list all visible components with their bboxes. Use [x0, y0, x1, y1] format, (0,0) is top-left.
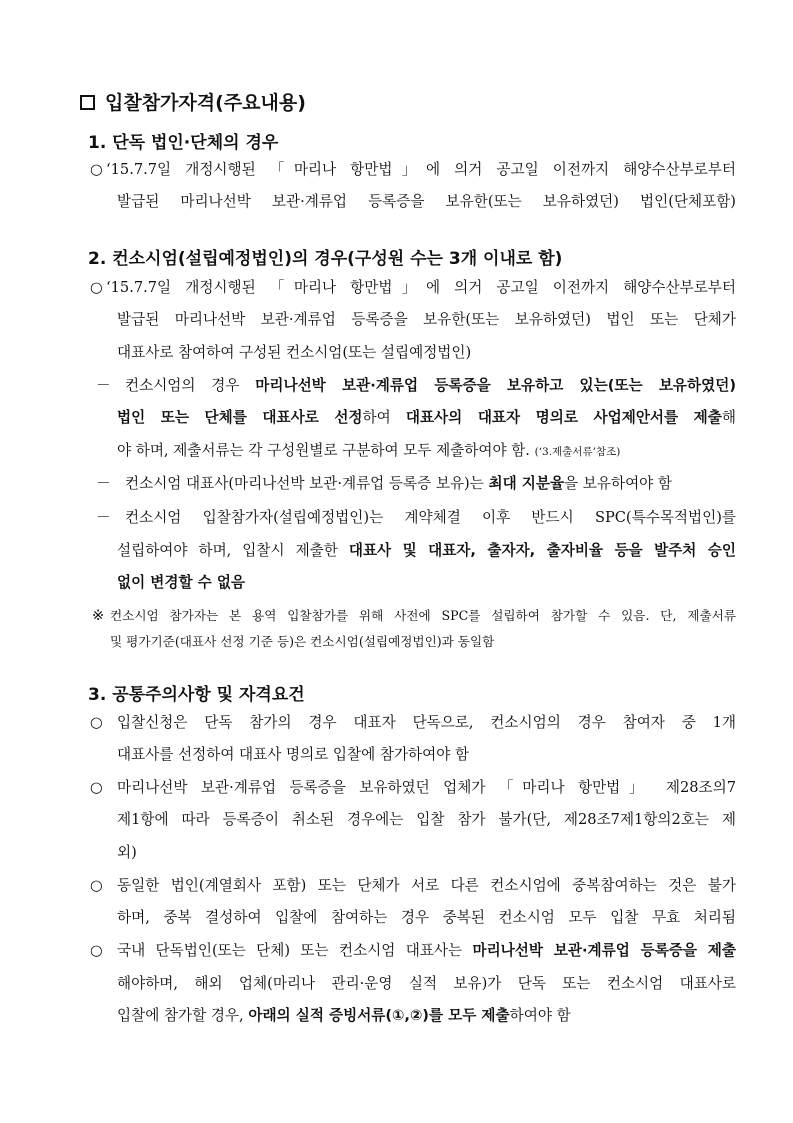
- section-3-bullet-1-line-2: 대표사를 선정하여 대표사 명의로 입찰에 참가하여야 함: [117, 746, 470, 763]
- section-2-line-3: 대표사로 참여하여 구성된 컨소시엄(또는 설립예정법인): [117, 344, 472, 361]
- section-3-bullet-2-line-3: 외): [117, 844, 137, 861]
- section-3-bullet-4-line-1: 국내 단독법인(또는 단체) 또는 컨소시엄 대표사는 마리나선박 보관·계류업 등록증을 제출: [117, 942, 736, 959]
- dash-bullet: －: [96, 475, 111, 492]
- section-3-bullet-2-line-2: 제1항에 따라 등록증이 취소된 경우에는 입찰 참가 불가(단, 제28조7제1항의2호는 제: [117, 811, 736, 828]
- bullet-circle-icon: ○: [90, 714, 103, 731]
- section-2-dash-1-line-3: 야 하며, 제출서류는 각 구성원별로 구분하여 모두 제출하여야 함. (‘3.제출서류’참조): [117, 442, 621, 459]
- section-2-heading: 2. 컨소시엄(설립예정법인)의 경우(구성원 수는 3개 이내로 함): [88, 249, 563, 269]
- checkbox-square-icon: [80, 95, 95, 110]
- section-2-line-2: 발급된 마리나선박 보관·계류업 등록증을 보유한(또는 보유하였던) 법인 또는 단체가: [117, 311, 736, 328]
- section-3-bullet-4-line-3: 입찰에 참가할 경우, 아래의 실적 증빙서류(①,②)를 모두 제출하여야 함: [117, 1007, 571, 1024]
- section-3-bullet-2-line-1: 마리나선박 보관·계류업 등록증을 보유하였던 업체가 「마리나 항만법」 제28조의7: [117, 779, 736, 796]
- bullet-circle-icon: ○: [90, 779, 103, 796]
- bullet-circle-icon: ○: [90, 942, 103, 959]
- dash-bullet: －: [96, 509, 111, 526]
- note-mark: ※: [92, 607, 105, 624]
- section-2-dash-3-line-2: 설립하여야 하며, 입찰시 제출한 대표사 및 대표자, 출자자, 출자비율 등을 발주처 승인: [117, 542, 736, 559]
- section-2-dash-3-line-3: 없이 변경할 수 없음: [117, 574, 246, 591]
- section-3-bullet-3-line-2: 하며, 중복 결성하여 입찰에 참여하는 경우 중복된 컨소시엄 모두 입찰 무효 처리됨: [117, 909, 736, 926]
- section-2-dash-3-line-1: 컨소시엄 입찰참가자(설립예정법인)는 계약체결 이후 반드시 SPC(특수목적법인)를: [125, 509, 736, 526]
- section-1-heading: 1. 단독 법인·단체의 경우: [88, 133, 279, 153]
- section-2-dash-1-line-1: 컨소시엄의 경우 마리나선박 보관·계류업 등록증을 보유하고 있는(또는 보유하였던): [125, 377, 736, 394]
- section-3-bullet-4-line-2: 해야하며, 해외 업체(마리나 관리·운영 실적 보유)가 단독 또는 컨소시엄 대표사로: [117, 975, 736, 992]
- document-title: 입찰참가자격(주요내용): [80, 88, 306, 115]
- section-2-line-1: ‘15.7.7일 개정시행된 「마리나 항만법」에 의거 공고일 이전까지 해양수산부로부터: [106, 279, 736, 296]
- bullet-circle-icon: ○: [90, 279, 103, 296]
- section-2-note-line-1: 컨소시엄 참가자는 본 용역 입찰참가를 위해 사전에 SPC를 설립하여 참가할 수 있음. 단, 제출서류: [110, 608, 736, 623]
- section-3-bullet-3-line-1: 동일한 법인(계열회사 포함) 또는 단체가 서로 다른 컨소시엄에 중복참여하는 것은 불가: [117, 877, 736, 894]
- bullet-circle-icon: ○: [90, 877, 103, 894]
- section-1-line-1: ‘15.7.7일 개정시행된 「마리나 항만법」에 의거 공고일 이전까지 해양수산부로부터: [106, 161, 736, 178]
- section-2-note-line-2: 및 평가기준(대표사 선정 기준 등)은 컨소시엄(설립예정법인)과 동일함: [110, 634, 495, 649]
- section-1-line-2: 발급된 마리나선박 보관·계류업 등록증을 보유한(또는 보유하였던) 법인(단체포함): [117, 193, 736, 210]
- section-3-bullet-1-line-1: 입찰신청은 단독 참가의 경우 대표자 단독으로, 컨소시엄의 경우 참여자 중 1개: [117, 714, 736, 731]
- section-2-dash-1-line-2: 법인 또는 단체를 대표사로 선정하여 대표사의 대표자 명의로 사업제안서를 제출해: [117, 409, 736, 426]
- section-2-dash-2: 컨소시엄 대표사(마리나선박 보관·계류업 등록증 보유)는 최대 지분율을 보유하여야 함: [125, 475, 673, 492]
- section-3-heading: 3. 공통주의사항 및 자격요건: [88, 685, 305, 705]
- dash-bullet: －: [96, 377, 111, 394]
- bullet-circle-icon: ○: [90, 161, 103, 178]
